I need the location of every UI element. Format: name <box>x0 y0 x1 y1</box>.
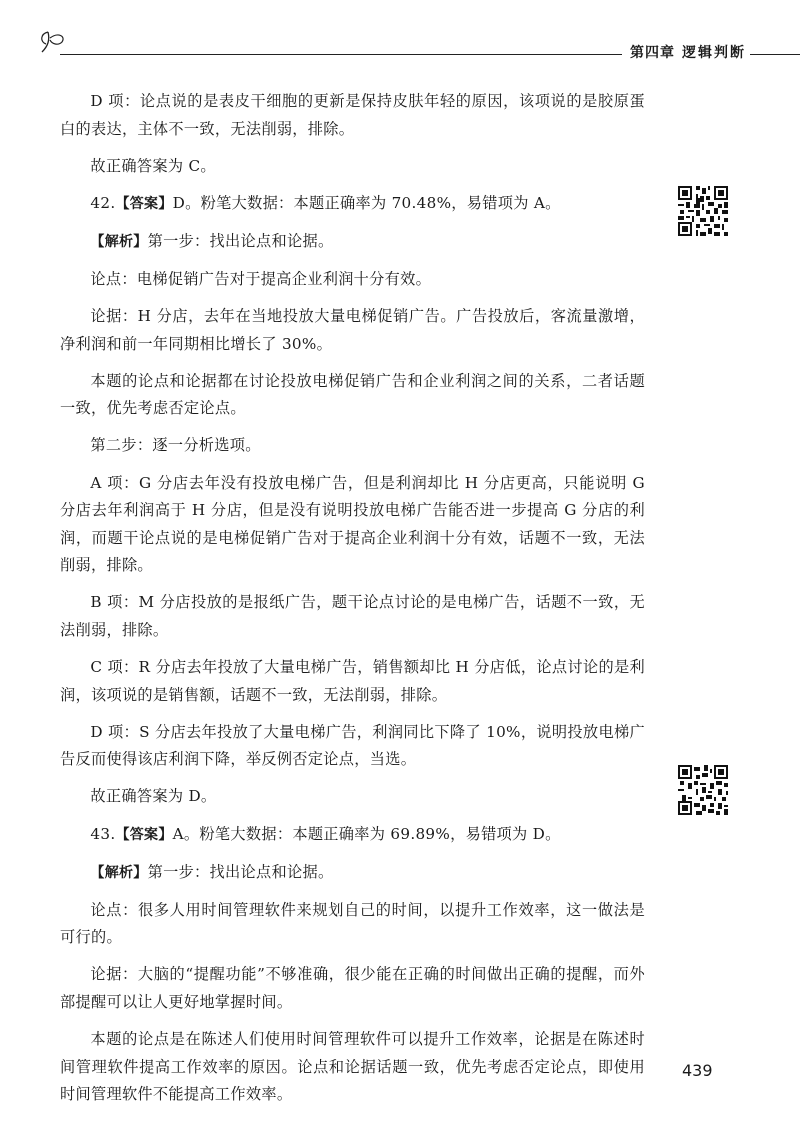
paragraph: 本题的论点和论据都在讨论投放电梯促销广告和企业利润之间的关系，二者话题一致，优先考虑否定论点。 <box>60 371 645 418</box>
paragraph: 论据：H 分店，去年在当地投放大量电梯促销广告。广告投放后，客流量激增，净利润和前一年同期相比增长了 30%。 <box>60 307 645 353</box>
answer-line: 43.【答案】A。粉笔大数据：本题正确率为 69.89%，易错项为 D。 <box>90 824 561 843</box>
answer-tag: 【答案】 <box>115 826 173 843</box>
paragraph: 第二步：逐一分析选项。 <box>90 436 261 455</box>
answer-tag: 【答案】 <box>115 195 173 212</box>
paragraph: 本题的论点是在陈述人们使用时间管理软件可以提升工作效率，论据是在陈述时间管理软件提高工作效率的原因。论点和论据话题一致，优先考虑否定论点，即使用时间管理软件不能提高工作效率。 <box>60 1030 645 1104</box>
answer-line: 42.【答案】D。粉笔大数据：本题正确率为 70.48%，易错项为 A。 <box>90 193 561 212</box>
qr-code-icon[interactable] <box>678 765 728 815</box>
chapter-label: 第四章 <box>630 45 675 61</box>
paragraph: 故正确答案为 C。 <box>90 156 216 175</box>
running-header <box>38 28 790 68</box>
paragraph: D 项：论点说的是表皮干细胞的更新是保持皮肤年轻的原因，该项说的是胶原蛋白的表达，主体不一致，无法削弱，排除。 <box>60 92 645 138</box>
analysis-tag: 【解析】 <box>90 864 148 881</box>
paragraph: 论点：很多人用时间管理软件来规划自己的时间，以提升工作效率，这一做法是可行的。 <box>60 900 645 947</box>
qr-code-icon[interactable] <box>678 186 728 236</box>
header-rule-left <box>60 54 622 55</box>
paragraph: 论据：大脑的“提醒功能”不够准确，很少能在正确的时间做出正确的提醒，而外部提醒可以让人更好地掌握时间。 <box>60 965 645 1012</box>
paragraph: 论点：电梯促销广告对于提高企业利润十分有效。 <box>90 269 432 288</box>
paragraph: B 项：M 分店投放的是报纸广告，题干论点讨论的是电梯广告，话题不一致，无法削弱，排除。 <box>60 593 645 639</box>
analysis-line: 【解析】第一步：找出论点和论据。 <box>90 862 334 881</box>
analysis-tag: 【解析】 <box>90 233 148 250</box>
analysis-line: 【解析】第一步：找出论点和论据。 <box>90 231 334 250</box>
page-body <box>60 88 645 1118</box>
chapter-title: 逻辑判断 <box>682 45 746 61</box>
paragraph: D 项：S 分店去年投放了大量电梯广告，利润同比下降了 10%，说明投放电梯广告反而使得该店利润下降，举反例否定论点，当选。 <box>60 722 645 769</box>
paragraph: A 项：G 分店去年没有投放电梯广告，但是利润却比 H 分店更高，只能说明 G 分店去年利润高于 H 分店，但是没有说明投放电梯广告能否进一步提高 G 分店的利润，而题干论点说的是电梯促销广告对于提高企业利润十分有效，话题不一致，无法削弱，排除。 <box>60 473 645 575</box>
paragraph: 故正确答案为 D。 <box>90 787 217 806</box>
leaf-ornament-icon <box>38 28 70 54</box>
page-number: 439 <box>682 1061 713 1080</box>
header-rule-right <box>750 54 800 55</box>
paragraph: C 项：R 分店去年投放了大量电梯广告，销售额却比 H 分店低，论点讨论的是利润，该项说的是销售额，话题不一致，无法削弱，排除。 <box>60 658 645 704</box>
